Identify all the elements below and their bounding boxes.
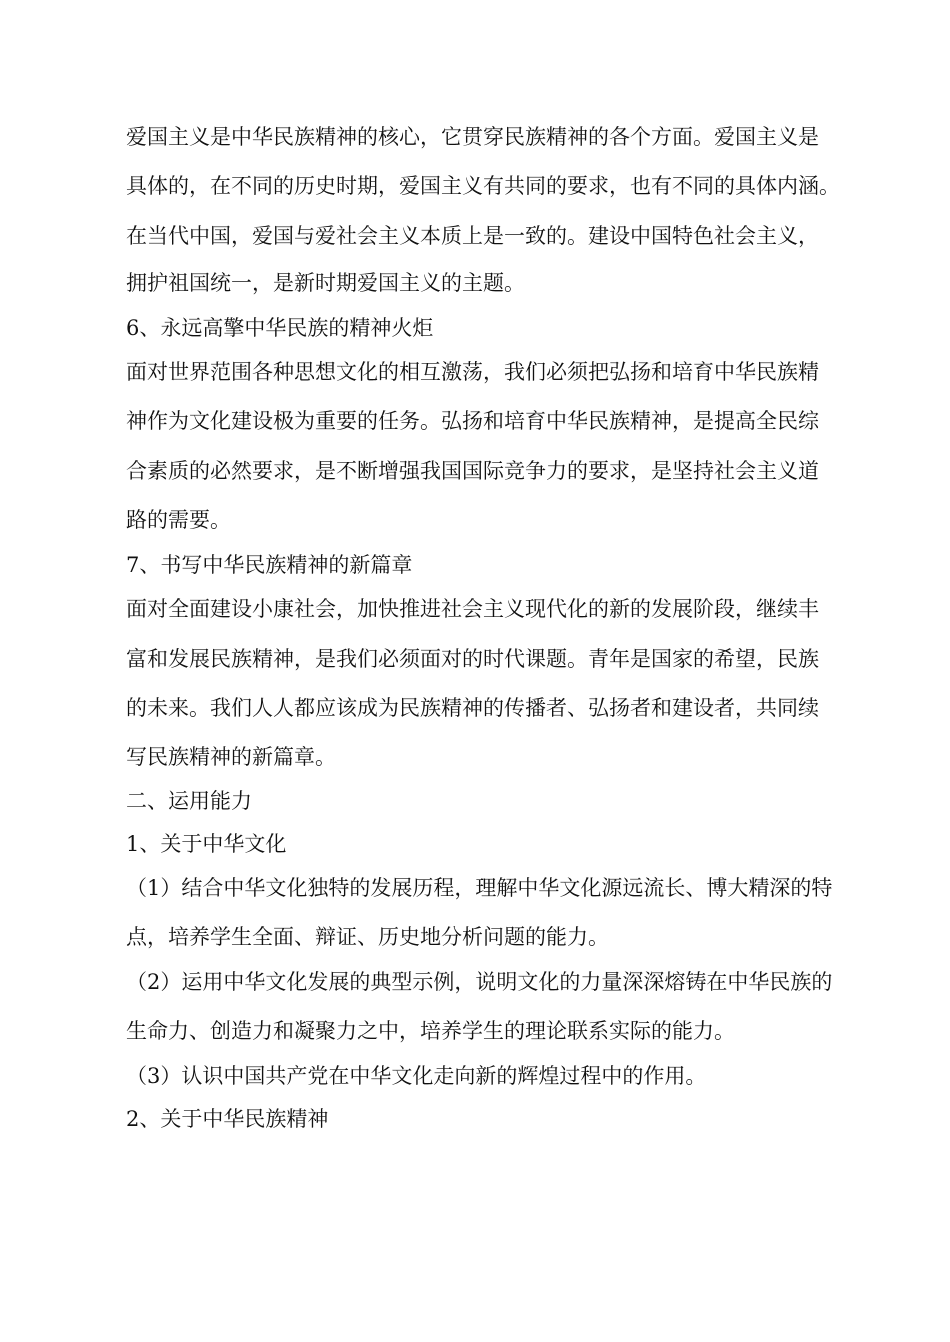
- body-text-line: 面对世界范围各种思想文化的相互激荡，我们必须把弘扬和培育中华民族精: [126, 360, 819, 384]
- body-text-line: （3）认识中国共产党在中华文化走向新的辉煌过程中的作用。: [126, 1064, 707, 1088]
- body-text-line: （2）运用中华文化发展的典型示例，说明文化的力量深深熔铸在中华民族的: [126, 970, 833, 994]
- chapter-heading: 二、运用能力: [126, 789, 252, 813]
- body-text-line: 具体的，在不同的历史时期，爱国主义有共同的要求，也有不同的具体内涵。: [126, 174, 840, 198]
- section-heading: 1、关于中华文化: [126, 832, 287, 856]
- body-text-line: 点，培养学生全面、辩证、历史地分析问题的能力。: [126, 925, 609, 949]
- body-text-line: 生命力、创造力和凝聚力之中，培养学生的理论联系实际的能力。: [126, 1019, 735, 1043]
- body-text-line: 面对全面建设小康社会，加快推进社会主义现代化的新的发展阶段，继续丰: [126, 597, 819, 621]
- body-text-line: （1）结合中华文化独特的发展历程，理解中华文化源远流长、博大精深的特: [126, 876, 833, 900]
- body-text-line: 的未来。我们人人都应该成为民族精神的传播者、弘扬者和建设者，共同续: [126, 696, 819, 720]
- section-heading: 7、书写中华民族精神的新篇章: [126, 553, 413, 577]
- body-text-line: 在当代中国，爱国与爱社会主义本质上是一致的。建设中国特色社会主义，: [126, 224, 819, 248]
- body-text-line: 拥护祖国统一，是新时期爱国主义的主题。: [126, 271, 525, 295]
- body-text-line: 富和发展民族精神，是我们必须面对的时代课题。青年是国家的希望，民族: [126, 647, 819, 671]
- body-text-line: 神作为文化建设极为重要的任务。弘扬和培育中华民族精神，是提高全民综: [126, 409, 819, 433]
- section-heading: 2、关于中华民族精神: [126, 1107, 329, 1131]
- body-text-line: 路的需要。: [126, 508, 231, 532]
- body-text-line: 爱国主义是中华民族精神的核心，它贯穿民族精神的各个方面。爱国主义是: [126, 125, 819, 149]
- body-text-line: 合素质的必然要求，是不断增强我国国际竞争力的要求，是坚持社会主义道: [126, 459, 819, 483]
- section-heading: 6、永远高擎中华民族的精神火炬: [126, 316, 434, 340]
- body-text-line: 写民族精神的新篇章。: [126, 745, 336, 769]
